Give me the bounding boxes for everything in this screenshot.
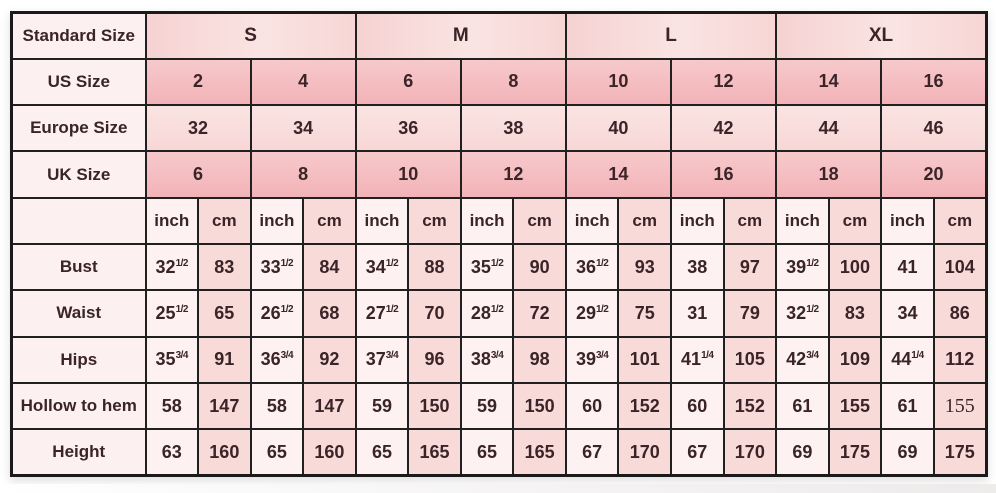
hollow-to-hem-cell: 150 (513, 383, 566, 429)
us-size-cell: 8 (461, 59, 566, 105)
hollow-to-hem-cell: 152 (724, 383, 777, 429)
hollow-to-hem-cell: 60 (566, 383, 619, 429)
fraction-superscript: 1/2 (175, 257, 188, 269)
bust-cell: 83 (198, 244, 251, 290)
units-cell: inch (776, 198, 829, 244)
europe-size-label: Europe Size (12, 105, 146, 151)
uk-size-cell: 14 (566, 151, 671, 197)
us-size-cell: 16 (881, 59, 986, 105)
units-cell: inch (356, 198, 409, 244)
fraction-superscript: 1/2 (280, 257, 294, 269)
height-cell: 160 (303, 429, 356, 475)
bust-cell: $35^{1/2}$ (461, 244, 514, 290)
units-cell: cm (513, 198, 566, 244)
height-cell: 65 (461, 429, 514, 475)
hollow-to-hem-cell: 59 (461, 383, 514, 429)
europe-size-cell: 44 (776, 105, 881, 151)
hips-cell: $37^{3/4}$ (356, 337, 409, 383)
fraction-superscript: 1/2 (385, 257, 399, 269)
uk-size-cell: 16 (671, 151, 776, 197)
hollow-to-hem-cell: 58 (251, 383, 304, 429)
uk-size-cell: 20 (881, 151, 986, 197)
waist-cell: 68 (303, 290, 356, 336)
fraction-superscript: 3/4 (806, 350, 819, 362)
us-size-cell: 10 (566, 59, 671, 105)
us-size-cell: 12 (671, 59, 776, 105)
units-row (12, 198, 987, 244)
hips-cell: $35^{3/4}$ (146, 337, 199, 383)
bust-cell: 84 (303, 244, 356, 290)
europe-size-cell: 36 (356, 105, 461, 151)
units-cell: cm (934, 198, 987, 244)
hollow-to-hem-cell: 147 (303, 383, 356, 429)
bust-cell: 90 (513, 244, 566, 290)
bust-cell: $39^{1/2}$ (776, 244, 829, 290)
waist-cell: 65 (198, 290, 251, 336)
hollow-to-hem-cell: 155 (934, 383, 987, 429)
height-row (12, 429, 987, 475)
bust-cell: 93 (618, 244, 671, 290)
us-size-cell: 6 (356, 59, 461, 105)
bust-label: Bust (12, 244, 146, 290)
height-cell: 69 (776, 429, 829, 475)
height-label: Height (12, 429, 146, 475)
units-label (12, 198, 146, 244)
fraction-superscript: 1/4 (911, 350, 924, 362)
europe-size-cell: 34 (251, 105, 356, 151)
hollow-to-hem-cell: 61 (881, 383, 934, 429)
hips-cell: $36^{3/4}$ (251, 337, 304, 383)
us-size-label: US Size (12, 59, 146, 105)
units-cell: inch (146, 198, 199, 244)
fraction-superscript: 1/2 (806, 303, 819, 315)
waist-cell: $27^{1/2}$ (356, 290, 409, 336)
fraction-superscript: 3/4 (595, 350, 609, 362)
standard-size-label: Standard Size (12, 13, 146, 59)
height-cell: 69 (881, 429, 934, 475)
fraction-superscript: 1/2 (806, 257, 819, 269)
waist-cell: 34 (881, 290, 934, 336)
waist-cell: $25^{1/2}$ (146, 290, 199, 336)
hips-cell: 101 (618, 337, 671, 383)
hips-cell: 98 (513, 337, 566, 383)
hips-cell: $38^{3/4}$ (461, 337, 514, 383)
hips-cell: 92 (303, 337, 356, 383)
height-cell: 67 (671, 429, 724, 475)
hollow-to-hem-cell: 147 (198, 383, 251, 429)
waist-cell: 75 (618, 290, 671, 336)
europe-size-cell: 46 (881, 105, 986, 151)
hollow-to-hem-label: Hollow to hem (12, 383, 146, 429)
us-size-row (12, 59, 987, 105)
uk-size-label: UK Size (12, 151, 146, 197)
waist-cell: $29^{1/2}$ (566, 290, 619, 336)
height-cell: 65 (251, 429, 304, 475)
units-cell: cm (829, 198, 882, 244)
waist-label: Waist (12, 290, 146, 336)
uk-size-cell: 8 (251, 151, 356, 197)
units-cell: cm (618, 198, 671, 244)
units-cell: cm (198, 198, 251, 244)
hips-cell: $42^{3/4}$ (776, 337, 829, 383)
hollow-to-hem-cell: 60 (671, 383, 724, 429)
hips-cell: 105 (724, 337, 777, 383)
height-cell: 175 (934, 429, 987, 475)
fraction-superscript: 1/2 (175, 303, 188, 315)
hips-cell: 96 (408, 337, 461, 383)
waist-cell: $26^{1/2}$ (251, 290, 304, 336)
waist-row (12, 290, 987, 336)
us-size-cell: 4 (251, 59, 356, 105)
units-cell: inch (881, 198, 934, 244)
waist-cell: 70 (408, 290, 461, 336)
units-cell: inch (566, 198, 619, 244)
uk-size-cell: 12 (461, 151, 566, 197)
hollow-to-hem-cell: 155 (829, 383, 882, 429)
bust-cell: 88 (408, 244, 461, 290)
uk-size-cell: 18 (776, 151, 881, 197)
europe-size-cell: 42 (671, 105, 776, 151)
hips-cell: 91 (198, 337, 251, 383)
europe-size-cell: 38 (461, 105, 566, 151)
hips-cell: $41^{1/4}$ (671, 337, 724, 383)
waist-cell: 31 (671, 290, 724, 336)
bust-cell: 41 (881, 244, 934, 290)
height-cell: 165 (408, 429, 461, 475)
bust-row (12, 244, 987, 290)
units-cell: inch (461, 198, 514, 244)
height-cell: 67 (566, 429, 619, 475)
hips-cell: $44^{1/4}$ (881, 337, 934, 383)
units-cell: inch (671, 198, 724, 244)
fraction-superscript: 3/4 (385, 350, 399, 362)
standard-size-cell: M (356, 13, 566, 59)
us-size-cell: 2 (146, 59, 251, 105)
uk-size-row (12, 151, 987, 197)
units-cell: inch (251, 198, 304, 244)
bust-cell: $32^{1/2}$ (146, 244, 199, 290)
fraction-superscript: 1/2 (595, 303, 609, 315)
bust-cell: $36^{1/2}$ (566, 244, 619, 290)
height-cell: 170 (724, 429, 777, 475)
size-chart-body (12, 13, 987, 476)
hips-label: Hips (12, 337, 146, 383)
photo-edge-shadow (0, 484, 996, 493)
waist-cell: $28^{1/2}$ (461, 290, 514, 336)
standard-size-cell: L (566, 13, 776, 59)
hollow-to-hem-cell: 152 (618, 383, 671, 429)
fraction-superscript: 1/2 (490, 303, 504, 315)
hollow-to-hem-cell: 150 (408, 383, 461, 429)
hollow-to-hem-cell: 59 (356, 383, 409, 429)
fraction-superscript: 3/4 (490, 350, 504, 362)
height-cell: 160 (198, 429, 251, 475)
height-cell: 165 (513, 429, 566, 475)
fraction-superscript: 1/2 (595, 257, 609, 269)
standard-size-row (12, 13, 987, 59)
europe-size-cell: 40 (566, 105, 671, 151)
fraction-superscript: 1/2 (385, 303, 399, 315)
height-cell: 63 (146, 429, 199, 475)
waist-cell: 86 (934, 290, 987, 336)
waist-cell: 79 (724, 290, 777, 336)
uk-size-cell: 6 (146, 151, 251, 197)
bust-cell: $34^{1/2}$ (356, 244, 409, 290)
europe-size-row (12, 105, 987, 151)
uk-size-cell: 10 (356, 151, 461, 197)
bust-cell: 38 (671, 244, 724, 290)
fraction-superscript: 3/4 (175, 350, 188, 362)
bust-cell: 97 (724, 244, 777, 290)
us-size-cell: 14 (776, 59, 881, 105)
waist-cell: $32^{1/2}$ (776, 290, 829, 336)
hollow-to-hem-cell: 58 (146, 383, 199, 429)
height-cell: 65 (356, 429, 409, 475)
bust-cell: $33^{1/2}$ (251, 244, 304, 290)
hips-row (12, 337, 987, 383)
standard-size-cell: XL (776, 13, 986, 59)
size-chart-table (10, 11, 988, 477)
fraction-superscript: 1/2 (490, 257, 504, 269)
bust-cell: 104 (934, 244, 987, 290)
height-cell: 175 (829, 429, 882, 475)
height-cell: 170 (618, 429, 671, 475)
hollow-to-hem-row (12, 383, 987, 429)
hips-cell: 112 (934, 337, 987, 383)
fraction-superscript: 1/4 (701, 350, 714, 362)
bust-cell: 100 (829, 244, 882, 290)
europe-size-cell: 32 (146, 105, 251, 151)
fraction-superscript: 1/2 (280, 303, 294, 315)
hollow-to-hem-cell: 61 (776, 383, 829, 429)
hips-cell: 109 (829, 337, 882, 383)
waist-cell: 72 (513, 290, 566, 336)
hips-cell: $39^{3/4}$ (566, 337, 619, 383)
waist-cell: 83 (829, 290, 882, 336)
units-cell: cm (303, 198, 356, 244)
standard-size-cell: S (146, 13, 356, 59)
fraction-superscript: 3/4 (280, 350, 294, 362)
units-cell: cm (408, 198, 461, 244)
units-cell: cm (724, 198, 777, 244)
